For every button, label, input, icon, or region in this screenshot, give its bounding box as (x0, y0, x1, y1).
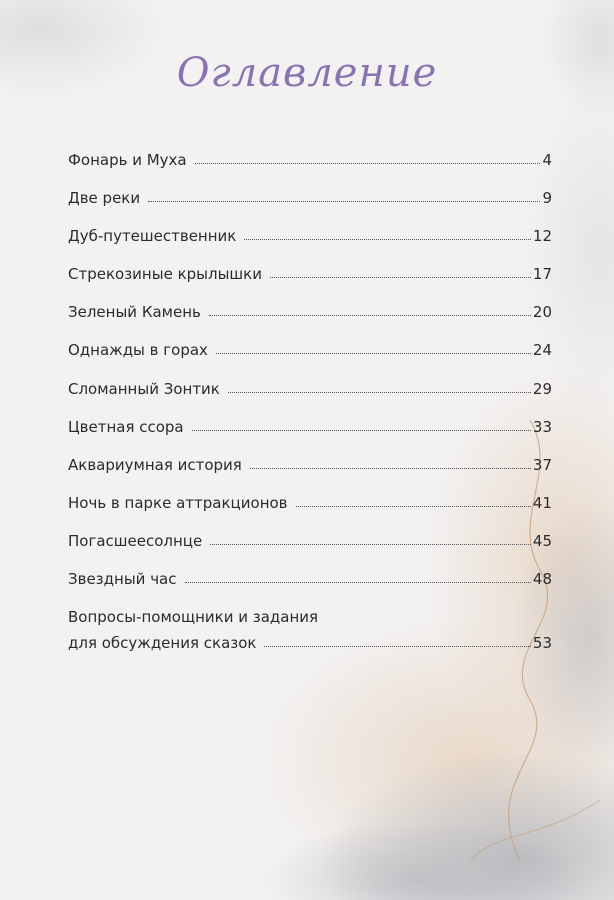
toc-entry[interactable] (68, 570, 552, 608)
toc-entry-page: 24 (532, 341, 552, 360)
toc-entry-title: Однажды в горах (68, 341, 208, 360)
toc-entry-page: 33 (532, 417, 552, 436)
table-of-contents (68, 151, 552, 672)
dot-leader (244, 239, 531, 240)
toc-entry-title: для обсуждения сказок (68, 634, 257, 653)
toc-entry[interactable] (68, 227, 552, 265)
dot-leader (250, 468, 531, 469)
toc-entry-page: 37 (532, 455, 552, 474)
toc-entry-page: 4 (542, 151, 552, 169)
page-title: Оглавление (176, 50, 438, 96)
toc-entry[interactable] (68, 189, 552, 227)
dot-leader (195, 163, 541, 164)
dot-leader (270, 277, 531, 278)
toc-entry-title: Аквариумная история (68, 455, 242, 474)
dot-leader (296, 506, 531, 507)
toc-entry[interactable] (68, 456, 552, 494)
toc-entry-title: Фонарь и Муха (68, 151, 187, 169)
toc-entry-title: Вопросы-помощники и задания (68, 608, 319, 627)
toc-entry-title: Цветная ссора (68, 417, 184, 436)
toc-entry-page: 17 (532, 265, 552, 284)
toc-entry[interactable] (68, 418, 552, 456)
dot-leader (148, 201, 540, 202)
toc-entry-title: Звездный час (68, 570, 177, 589)
toc-entry-page: 41 (532, 493, 552, 512)
toc-entry-page: 9 (542, 189, 552, 208)
dot-leader (185, 582, 531, 583)
toc-entry[interactable] (68, 265, 552, 303)
toc-entry-title: Стрекозиные крылышки (68, 265, 262, 284)
toc-entry[interactable] (68, 532, 552, 570)
toc-entry[interactable] (68, 151, 552, 189)
toc-entry-title: Зеленый Камень (68, 303, 201, 322)
toc-entry-page: 20 (532, 303, 552, 322)
toc-entry-title: Сломанный Зонтик (68, 379, 220, 398)
dot-leader (209, 315, 531, 316)
toc-entry-page: 53 (532, 634, 552, 653)
dot-leader (216, 353, 531, 354)
toc-entry-title: Погасшеесолнце (68, 531, 203, 550)
toc-entry-title: Дуб-путешественник (68, 227, 237, 246)
toc-entry[interactable] (68, 303, 552, 341)
toc-entry-title: Ночь в парке аттракционов (68, 493, 288, 512)
dot-leader (192, 430, 531, 431)
toc-entry-page: 45 (532, 531, 552, 550)
dot-leader (264, 646, 530, 647)
dot-leader (228, 392, 531, 393)
dot-leader (210, 544, 531, 545)
toc-entry-page: 29 (532, 379, 552, 398)
toc-entry-page: 48 (532, 570, 552, 589)
toc-entry-final-line2[interactable] (68, 634, 552, 672)
toc-entry-title: Две реки (68, 189, 141, 208)
toc-entry-page: 12 (532, 227, 552, 246)
toc-entry-final-line1[interactable] (68, 608, 552, 634)
toc-entry[interactable] (68, 341, 552, 379)
toc-entry[interactable] (68, 380, 552, 418)
toc-entry[interactable] (68, 494, 552, 532)
